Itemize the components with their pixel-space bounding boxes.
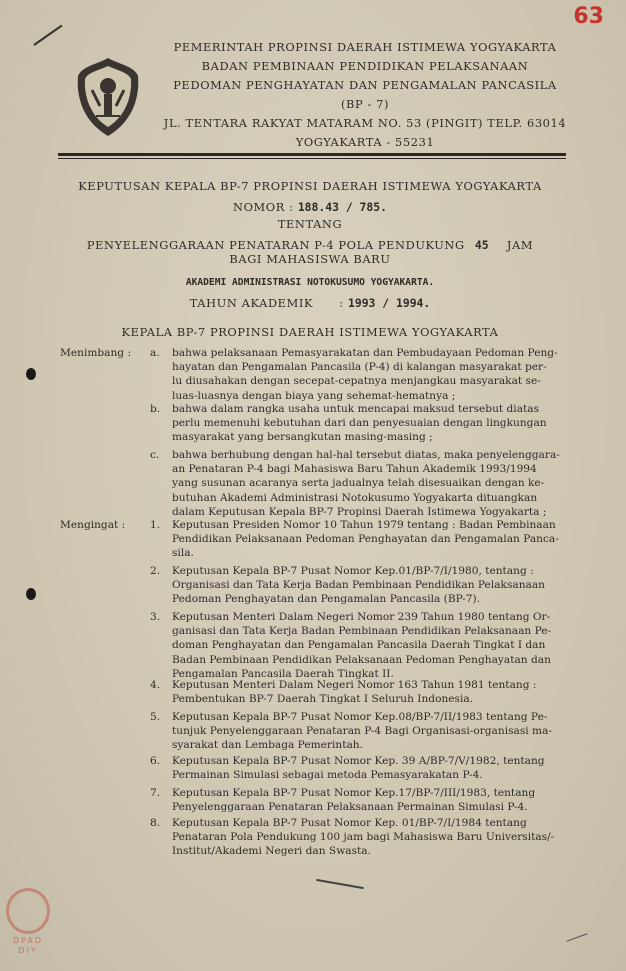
text-line: yang susunan acaranya serta jadualnya telah disesuaikan dengan ke- [172, 477, 545, 490]
decree-year-colon: : [339, 296, 344, 310]
letterhead-government: PEMERINTAH PROPINSI DAERAH ISTIMEWA YOGYAKARTA [173, 40, 557, 54]
archive-stamp-line: DIY [18, 946, 38, 955]
text-line: perlu memenuhi kebutuhan dari dan penyesuaian dengan lingkungan [172, 417, 547, 430]
decree-year-value: 1993 / 1994. [347, 296, 431, 310]
list-item-text [172, 518, 572, 561]
text-line: hayatan dan Pengamalan Pancasila (P-4) di kalangan masyarakat per- [172, 361, 547, 374]
text-line: Keputusan Presiden Nomor 10 Tahun 1979 tentang : Badan Pembinaan [172, 519, 556, 531]
text-line: dalam Keputusan Kepala BP-7 Propinsi Daerah Istimewa Yogyakarta ; [172, 505, 547, 518]
decree-institution: AKADEMI ADMINISTRASI NOTOKUSUMO YOGYAKARTA. [185, 277, 435, 288]
list-marker: 3. [150, 611, 161, 623]
text-line: Pendidikan Pelaksanaan Pedoman Penghayatan dan Pengamalan Panca- [172, 533, 559, 546]
letterhead-rule [58, 153, 566, 156]
text-line: bahwa berhubung dengan hal-hal tersebut diatas, maka penyelenggara- [172, 449, 560, 461]
decree-subject-text: PENYELENGGARAAN PENATARAN P-4 POLA PENDUKUNG [86, 238, 465, 252]
text-line: Pedoman Penghayatan dan Pengamalan Pancasila (BP-7). [172, 593, 480, 606]
list-item-text [172, 786, 572, 814]
letterhead-city: YOGYAKARTA - 55231 [295, 135, 435, 149]
text-line: doman Penghayatan dan Pengamalan Pancasila Daerah Tingkat I dan [172, 639, 546, 652]
letterhead-address: JL. TENTARA RAKYAT MATARAM NO. 53 (PINGIT) TELP. 63014 [163, 116, 567, 130]
menimbang-label: Menimbang : [60, 347, 132, 359]
list-item-text [172, 816, 572, 859]
list-item-text [172, 710, 572, 753]
list-marker: 2. [150, 565, 161, 577]
list-marker: 4. [150, 679, 161, 691]
letterhead-abbrev: (BP - 7) [340, 97, 390, 111]
text-line: luas-luasnya dengan biaya yang sehemat-hematnya ; [172, 389, 456, 402]
decree-number-value: 188.43 / 785. [297, 200, 387, 214]
list-marker: 5. [150, 711, 161, 723]
text-line: butuhan Akademi Administrasi Notokusumo Yogyakarta dituangkan [172, 491, 538, 504]
letterhead-agency: BADAN PEMBINAAN PENDIDIKAN PELAKSANAAN [201, 59, 529, 73]
decree-subject-cont: BAGI MAHASISWA BARU [229, 252, 391, 266]
list-item-text [172, 346, 572, 403]
text-line: sila. [172, 547, 194, 560]
list-item-text [172, 564, 572, 607]
list-item-text [172, 402, 572, 445]
list-item-text [172, 610, 572, 681]
text-line: lu diusahakan dengan secepat-cepatnya menjangkau masyarakat se- [172, 375, 541, 388]
list-marker: a. [150, 347, 160, 359]
text-line: Keputusan Kepala BP-7 Pusat Nomor Kep. 39 A/BP-7/V/1982, tentang [172, 755, 545, 767]
list-marker: 7. [150, 787, 161, 799]
letterhead-rule-thin [58, 158, 566, 159]
decree-heading: KEPUTUSAN KEPALA BP-7 PROPINSI DAERAH ISTIMEWA YOGYAKARTA [78, 179, 542, 193]
text-line: Permainan Simulasi sebagai metoda Pemasyarakatan P-4. [172, 769, 483, 782]
decree-year-label: TAHUN AKADEMIK [189, 296, 314, 310]
text-line: bahwa pelaksanaan Pemasyarakatan dan Pembudayaan Pedoman Peng- [172, 347, 558, 359]
archive-stamp-icon [6, 888, 50, 934]
text-line: syarakat dan Lembaga Pemerintah. [172, 739, 363, 752]
pen-mark [33, 25, 62, 46]
list-marker: 8. [150, 817, 161, 829]
text-line: Institut/Akademi Negeri dan Swasta. [172, 845, 371, 858]
decree-number [60, 199, 560, 216]
list-marker: c. [150, 449, 160, 461]
decree-subject-hours: 45 [474, 238, 489, 252]
page-number: 63 [573, 4, 604, 29]
decree-title [60, 178, 560, 341]
text-line: Penyelenggaraan Penataran Pelaksanaan Permainan Simulasi P-4. [172, 801, 528, 814]
decree-kepala: KEPALA BP-7 PROPINSI DAERAH ISTIMEWA YOGYAKARTA [121, 325, 499, 339]
decree-number-label: NOMOR : [233, 200, 294, 214]
text-line: Keputusan Kepala BP-7 Pusat Nomor Kep.01/BP-7/I/1980, tentang : [172, 565, 534, 577]
list-marker: b. [150, 403, 161, 415]
text-line: bahwa dalam rangka usaha untuk mencapai maksud tersebut diatas [172, 403, 540, 415]
text-line: Pengamalan Pancasila Daerah Tingkat II. [172, 667, 394, 680]
text-line: masyarakat yang bersangkutan masing-masing ; [172, 431, 433, 444]
text-line: Keputusan Kepala BP-7 Pusat Nomor Kep.08/BP-7/II/1983 tentang Pe- [172, 711, 548, 723]
letterhead [150, 38, 580, 152]
decree-tentang: TENTANG [277, 217, 343, 231]
text-line: an Penataran P-4 bagi Mahasiswa Baru Tahun Akademik 1993/1994 [172, 463, 537, 476]
archive-stamp-text [8, 936, 48, 956]
list-item-text [172, 448, 572, 519]
text-line: Keputusan Menteri Dalam Negeri Nomor 239 Tahun 1980 tentang Or- [172, 611, 551, 623]
coat-of-arms-seal [74, 56, 142, 138]
text-line: Penataran Pola Pendukung 100 jam bagi Mahasiswa Baru Universitas/- [172, 831, 555, 844]
punch-hole [26, 368, 36, 380]
letterhead-agency-cont: PEDOMAN PENGHAYATAN DAN PENGAMALAN PANCASILA [173, 78, 557, 92]
text-line: Organisasi dan Tata Kerja Badan Pembinaan Pendidikan Pelaksanaan [172, 579, 545, 592]
text-line: Badan Pembinaan Pendidikan Pelaksanaan Pedoman Penghayatan dan [172, 653, 551, 666]
text-line: Keputusan Kepala BP-7 Pusat Nomor Kep. 01/BP-7/I/1984 tentang [172, 817, 527, 829]
list-marker: 6. [150, 755, 161, 767]
list-item-text [172, 754, 572, 782]
text-line: Keputusan Menteri Dalam Negeri Nomor 163 Tahun 1981 tentang : [172, 679, 537, 691]
pen-mark [316, 879, 364, 889]
archive-stamp-line: DPAD [12, 936, 44, 945]
text-line: Pembentukan BP-7 Daerah Tingkat I Seluruh Indonesia. [172, 693, 474, 706]
list-item-text [172, 678, 572, 706]
punch-hole [26, 588, 36, 600]
decree-subject-jam: JAM [506, 238, 534, 252]
list-marker: 1. [150, 519, 161, 531]
pen-mark [566, 933, 587, 941]
text-line: ganisasi dan Tata Kerja Badan Pembinaan Pendidikan Pelaksanaan Pe- [172, 625, 552, 638]
mengingat-label: Mengingat : [60, 519, 126, 531]
text-line: Keputusan Kepala BP-7 Pusat Nomor Kep.17/BP-7/III/1983, tentang [172, 787, 536, 799]
text-line: tunjuk Penyelenggaraan Penataran P-4 Bagi Organisasi-organisasi ma- [172, 725, 552, 738]
decree-year [60, 295, 560, 312]
